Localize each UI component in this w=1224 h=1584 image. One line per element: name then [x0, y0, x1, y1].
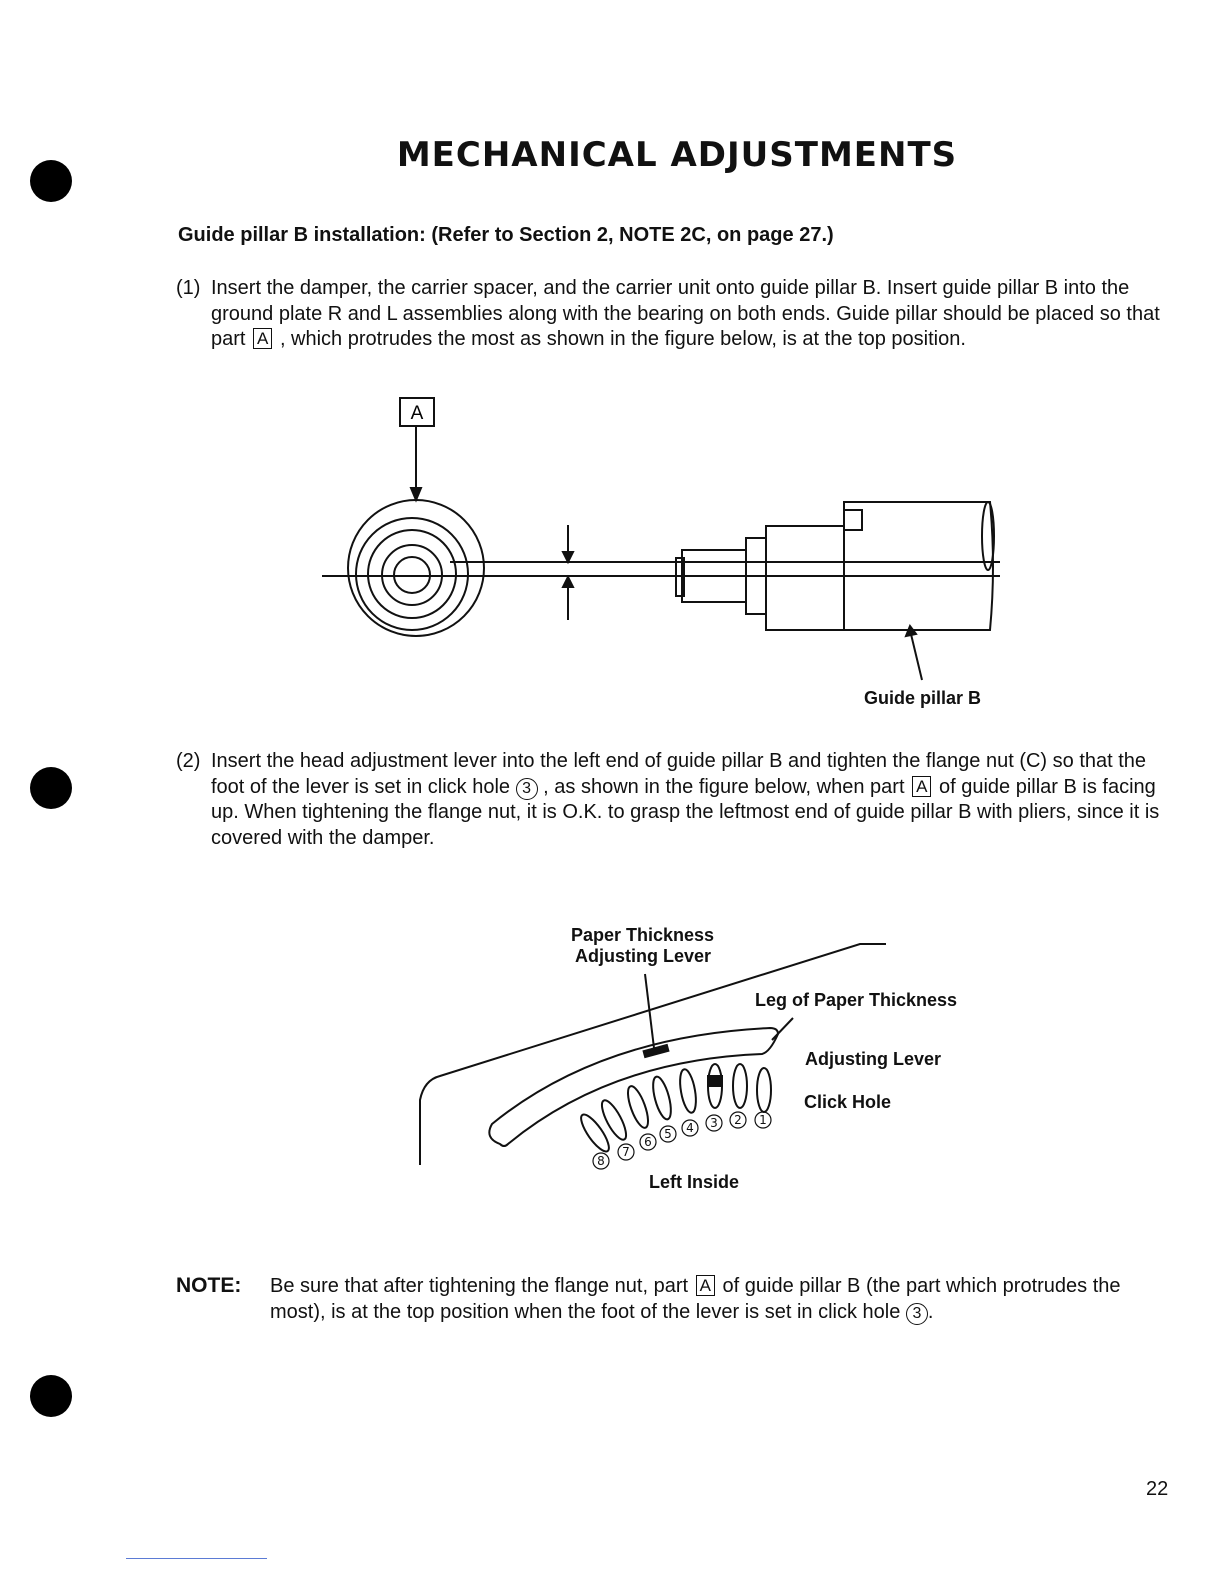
- step-2-text-c: of guide pillar B is facing up. When tightening the flange nut, it is O.K. to grasp the leftmost end of guide pillar B with pliers, since it is covered with the damper.: [211, 775, 1160, 849]
- page-number: 22: [1146, 1478, 1169, 1500]
- step-1-text-b: , which protrudes the most as shown in the figure below, is at the top position.: [279, 328, 966, 350]
- page-title: MECHANICAL ADJUSTMENTS: [396, 135, 958, 175]
- hole-3-label: 3: [710, 1116, 718, 1130]
- leg-label-line-2: Adjusting Lever: [805, 1049, 942, 1069]
- hole-6-label: 6: [644, 1135, 652, 1149]
- step-1-number: (1): [176, 277, 201, 299]
- click-hole-label: Click Hole: [804, 1092, 892, 1112]
- note-text-b: of guide pillar B (the part which protrudes the most), is at the top position when the foot of the lever is set in click hole: [270, 1275, 1121, 1323]
- note-paragraph: [176, 1273, 1176, 1325]
- figure-1-caption: Guide pillar B: [864, 688, 982, 708]
- part-a-marker: A: [912, 776, 931, 797]
- lever-label-line-1: Paper Thickness: [571, 925, 715, 945]
- punch-hole-middle: [30, 767, 72, 809]
- hole-1-label: 1: [759, 1113, 767, 1127]
- lever-label-line-2: Adjusting Lever: [575, 946, 712, 966]
- hole-4-label: 4: [686, 1121, 694, 1135]
- step-1-text-a: Insert the damper, the carrier spacer, and the carrier unit onto guide pillar B. Insert guide pillar B into the ground plate R and L assemblies along with the bearing on both ends. Guide pillar should be placed so that part: [211, 277, 1160, 350]
- note-label: NOTE:: [176, 1274, 242, 1297]
- hole-8-label: 8: [597, 1154, 605, 1168]
- click-hole-marker: 3: [516, 778, 538, 800]
- step-2-paragraph: [176, 749, 1176, 851]
- hole-5-label: 5: [664, 1127, 672, 1141]
- note-text-a: Be sure that after tightening the flange nut, part: [270, 1275, 689, 1297]
- section-subheading: Guide pillar B installation: (Refer to Section 2, NOTE 2C, on page 27.): [178, 224, 834, 246]
- part-a-marker: A: [696, 1275, 715, 1296]
- hole-2-label: 2: [734, 1113, 742, 1127]
- click-hole-marker: 3: [906, 1303, 928, 1325]
- punch-hole-bottom: [30, 1375, 72, 1417]
- hole-7-label: 7: [622, 1145, 630, 1159]
- guide-pillar-figure: [300, 390, 1020, 690]
- leg-label-line-1: Leg of Paper Thickness: [755, 990, 958, 1010]
- part-a-marker: A: [253, 328, 272, 349]
- step-1-paragraph: [176, 276, 1176, 353]
- click-hole-numbers: [593, 1112, 771, 1169]
- footer-rule: [126, 1558, 267, 1559]
- step-2-text-a: Insert the head adjustment lever into the left end of guide pillar B and tighten the flange nut (C) so that the foot of the lever is set in click hole: [211, 750, 1147, 798]
- left-inside-label: Left Inside: [649, 1172, 740, 1192]
- figure-1-part-a-label: A: [410, 403, 424, 424]
- step-2-number: (2): [176, 750, 201, 772]
- note-text-c: .: [927, 1301, 934, 1323]
- step-2-text-b: , as shown in the figure below, when part: [543, 775, 905, 798]
- click-hole-figure: [400, 930, 1000, 1210]
